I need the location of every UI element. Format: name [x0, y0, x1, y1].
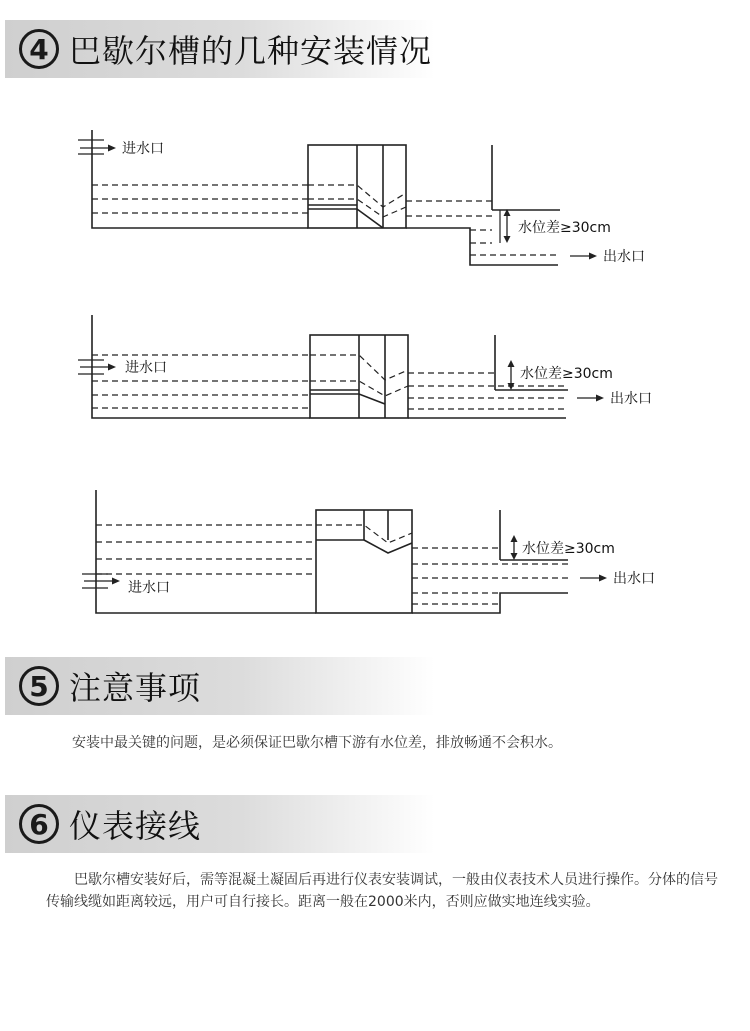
section-number-badge: 4 — [19, 29, 59, 69]
wiring-paragraph: 巴歇尔槽安装好后，需等混凝土凝固后再进行仪表安装调试，一般由仪表技术人员进行操作。分体的信号传输线缆如距离较远，用户可自行接长。距离一般在2000米内，否则应做实地连线实验。 — [46, 872, 718, 910]
inlet-label: 进水口 — [122, 141, 164, 157]
level-diff-label: 水位差≥30cm — [520, 366, 613, 382]
section-title: 巴歇尔槽的几种安装情况 — [69, 32, 433, 70]
section-title: 仪表接线 — [69, 807, 202, 845]
inlet-label: 进水口 — [125, 360, 167, 376]
section-number-badge: 5 — [19, 666, 59, 706]
notes-paragraph: 安装中最关键的问题，是必须保证巴歇尔槽下游有水位差，排放畅通不会积水。 — [72, 735, 562, 751]
section-5-banner — [5, 657, 435, 715]
level-diff-label: 水位差≥30cm — [522, 541, 615, 557]
installation-diagram-2 — [0, 310, 750, 430]
installation-diagram-3 — [0, 485, 750, 620]
level-diff-label: 水位差≥30cm — [518, 220, 611, 236]
section-title: 注意事项 — [69, 669, 202, 707]
outlet-label: 出水口 — [603, 249, 645, 265]
inlet-label: 进水口 — [128, 580, 170, 596]
outlet-label: 出水口 — [613, 571, 655, 587]
section-6-banner — [5, 795, 435, 853]
section-number-badge: 6 — [19, 804, 59, 844]
outlet-label: 出水口 — [610, 391, 652, 407]
section-4-banner — [5, 20, 435, 78]
installation-diagram-1 — [0, 125, 750, 275]
